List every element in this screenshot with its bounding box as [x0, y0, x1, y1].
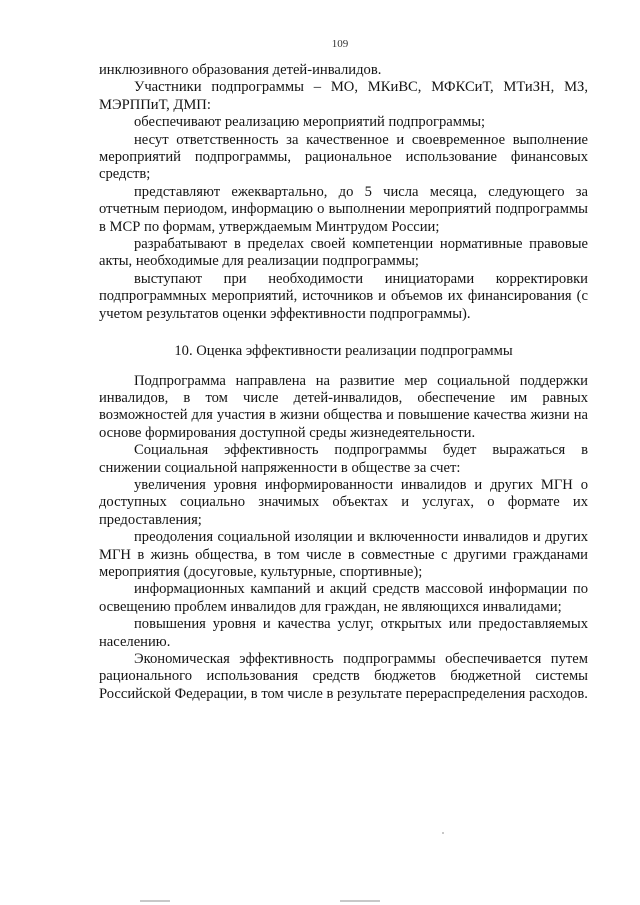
paragraph: Экономическая эффективность подпрограммы обеспечивается путем рационального использования средств бюджетов бюджетной системы Российской Федерации, в том числе в результате перераспределения расходов.: [99, 651, 588, 702]
document-body: [99, 62, 588, 703]
paragraph: несут ответственность за качественное и своевременное выполнение мероприятий подпрограммы, рациональное использование финансовых средств;: [99, 131, 588, 183]
paragraph: Подпрограмма направлена на развитие мер социальной поддержки инвалидов, в том числе детей-инвалидов, обеспечение им равных возможностей для участия в жизни общества и повышение качества жизни на основе формирования доступной среды жизнедеятельности.: [99, 372, 588, 441]
paragraph: инклюзивного образования детей-инвалидов.: [99, 62, 382, 78]
paragraph: разрабатывают в пределах своей компетенции нормативные правовые акты, необходимые для реализации подпрограммы;: [99, 236, 588, 270]
paragraph: Социальная эффективность подпрограммы будет выражаться в снижении социальной напряженности в обществе за счет:: [99, 442, 588, 476]
paragraph: увеличения уровня информированности инвалидов и других МГН о доступных социально значимых объектах и услугах, о формате их предоставления;: [99, 476, 588, 528]
paragraph: информационных кампаний и акций средств массовой информации по освещению проблем инвалидов для граждан, не являющихся инвалидами;: [99, 581, 588, 615]
scan-artifact: [140, 900, 170, 902]
paragraph: повышения уровня и качества услуг, открытых или предоставляемых населению.: [99, 616, 588, 650]
scan-artifact: [340, 900, 380, 902]
scan-artifact: [442, 832, 444, 834]
paragraph: выступают при необходимости инициаторами корректировки подпрограммных мероприятий, источников и объемов их финансирования (с учетом результатов оценки эффективности подпрограммы).: [99, 270, 588, 322]
page-number: 109: [331, 38, 349, 50]
paragraph: обеспечивают реализацию мероприятий подпрограммы;: [134, 114, 486, 131]
paragraph: представляют ежеквартально, до 5 числа месяца, следующего за отчетным периодом, информацию о выполнении мероприятий подпрограммы в МСР по формам, утверждаемым Минтрудом России;: [99, 183, 588, 235]
paragraph: Участники подпрограммы – МО, МКиВС, МФКСиТ, МТиЗН, МЗ, МЭРППиТ, ДМП:: [99, 79, 588, 113]
paragraph: преодоления социальной изоляции и включенности инвалидов и других МГН в жизнь общества, в том числе в совместные с другими гражданами мероприятия (досуговые, культурные, спортивные);: [99, 529, 588, 580]
section-heading: 10. Оценка эффективности реализации подпрограммы: [174, 343, 513, 360]
